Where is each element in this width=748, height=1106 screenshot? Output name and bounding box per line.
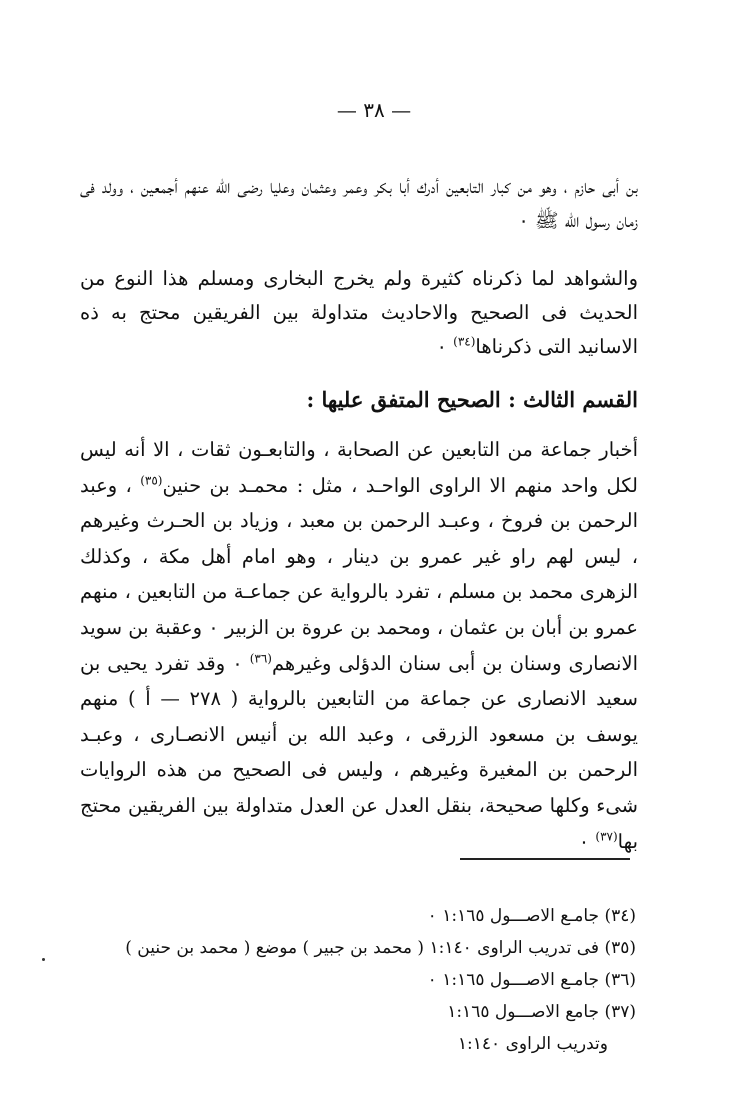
- footnote-36: (٣٦) جامـع الاصـــول ١:١٦٥ ٠: [427, 970, 636, 990]
- page-number: — ٣٨ —: [336, 98, 412, 122]
- paragraph-2-end: ٠: [436, 335, 454, 358]
- scan-speck: [42, 958, 45, 961]
- footnotes: [60, 900, 636, 1060]
- paragraph-3-end: ٠: [578, 829, 596, 853]
- section-heading: القسم الثالث : الصحيح المتفق عليها :: [306, 387, 638, 412]
- paragraph-2: [80, 262, 638, 364]
- footnote-divider: [460, 858, 630, 860]
- footnote-ref-36[interactable]: (٣٦): [249, 651, 272, 666]
- footnote-37: (٣٧) جامع الاصـــول ١:١٦٥: [447, 1002, 636, 1022]
- footnote-37-continued: وتدريب الراوى ١:١٤٠: [457, 1034, 608, 1054]
- footnote-35: (٣٥) فى تدريب الراوى ١:١٤٠ ( محمد بن جبير ) موضع ( محمد بن حنين ): [125, 938, 636, 958]
- paragraph-3-part-c: ٠ وقد تفرد يحيى بن سعيد الانصارى عن جماعة من التابعين بالرواية ( ٢٧٨ — أ ) منهم يوسف بن مسعود الزرقى ، وعبد الله بن أنيس الانصـارى ، وعبـد الرحمن بن المغيرة وغيرهم ، وليس فى الصحيح من هذه الروايات شىء وكلها صحيحة، بنقل العدل عن العدل متداولة بين الفريقين محتج بها: [80, 651, 638, 853]
- footnote-34: (٣٤) جامـع الاصـــول ١:١٦٥ ٠: [427, 906, 636, 926]
- paragraph-1: بن أبى حازم ، وهو من كبار التابعين أدرك أبا بكر وعمر وعثمان وعليا رضى الله عنهم أجمعين ، وولد فى زمان رسول الله ﷺ ٠: [80, 175, 638, 232]
- paragraph-3-part-b: ، وعبد الرحمن بن فروخ ، وعبـد الرحمن بن معبد ، وزياد بن الحـرث وغيرهم ، ليس لهم راو غير عمرو بن دينار ، وهو امام أهل مكة ، وكذلك الزهرى محمد بن مسلم ، تفرد بالرواية عن جماعـة من التابعين ، منهم عمرو بن أبان بن عثمان ، ومحمد بن عروة بن الزبير ٠ وعقبة بن سويد الانصارى وسنان بن أبى سنان الدؤلى وغيرهم: [80, 473, 639, 675]
- footnote-ref-37[interactable]: (٣٧): [595, 829, 618, 844]
- paragraph-2-text: والشواهد لما ذكرناه كثيرة ولم يخرج البخارى ومسلم هذا النوع من الحديث فى الصحيح والاحاديث متداولة بين الفريقين محتج به ذه الاسانيد التى ذكرناها: [80, 267, 638, 358]
- paragraph-3: [80, 432, 638, 859]
- footnote-ref-34[interactable]: (٣٤): [453, 334, 476, 349]
- paragraph-3-part-a: أخبار جماعة من التابعين عن الصحابة ، والتابعـون ثقات ، الا أنه ليس لكل واحد منهم الا الراوى الواحـد ، مثل : محمـد بن حنين: [80, 438, 639, 497]
- footnote-ref-35[interactable]: (٣٥): [140, 473, 163, 488]
